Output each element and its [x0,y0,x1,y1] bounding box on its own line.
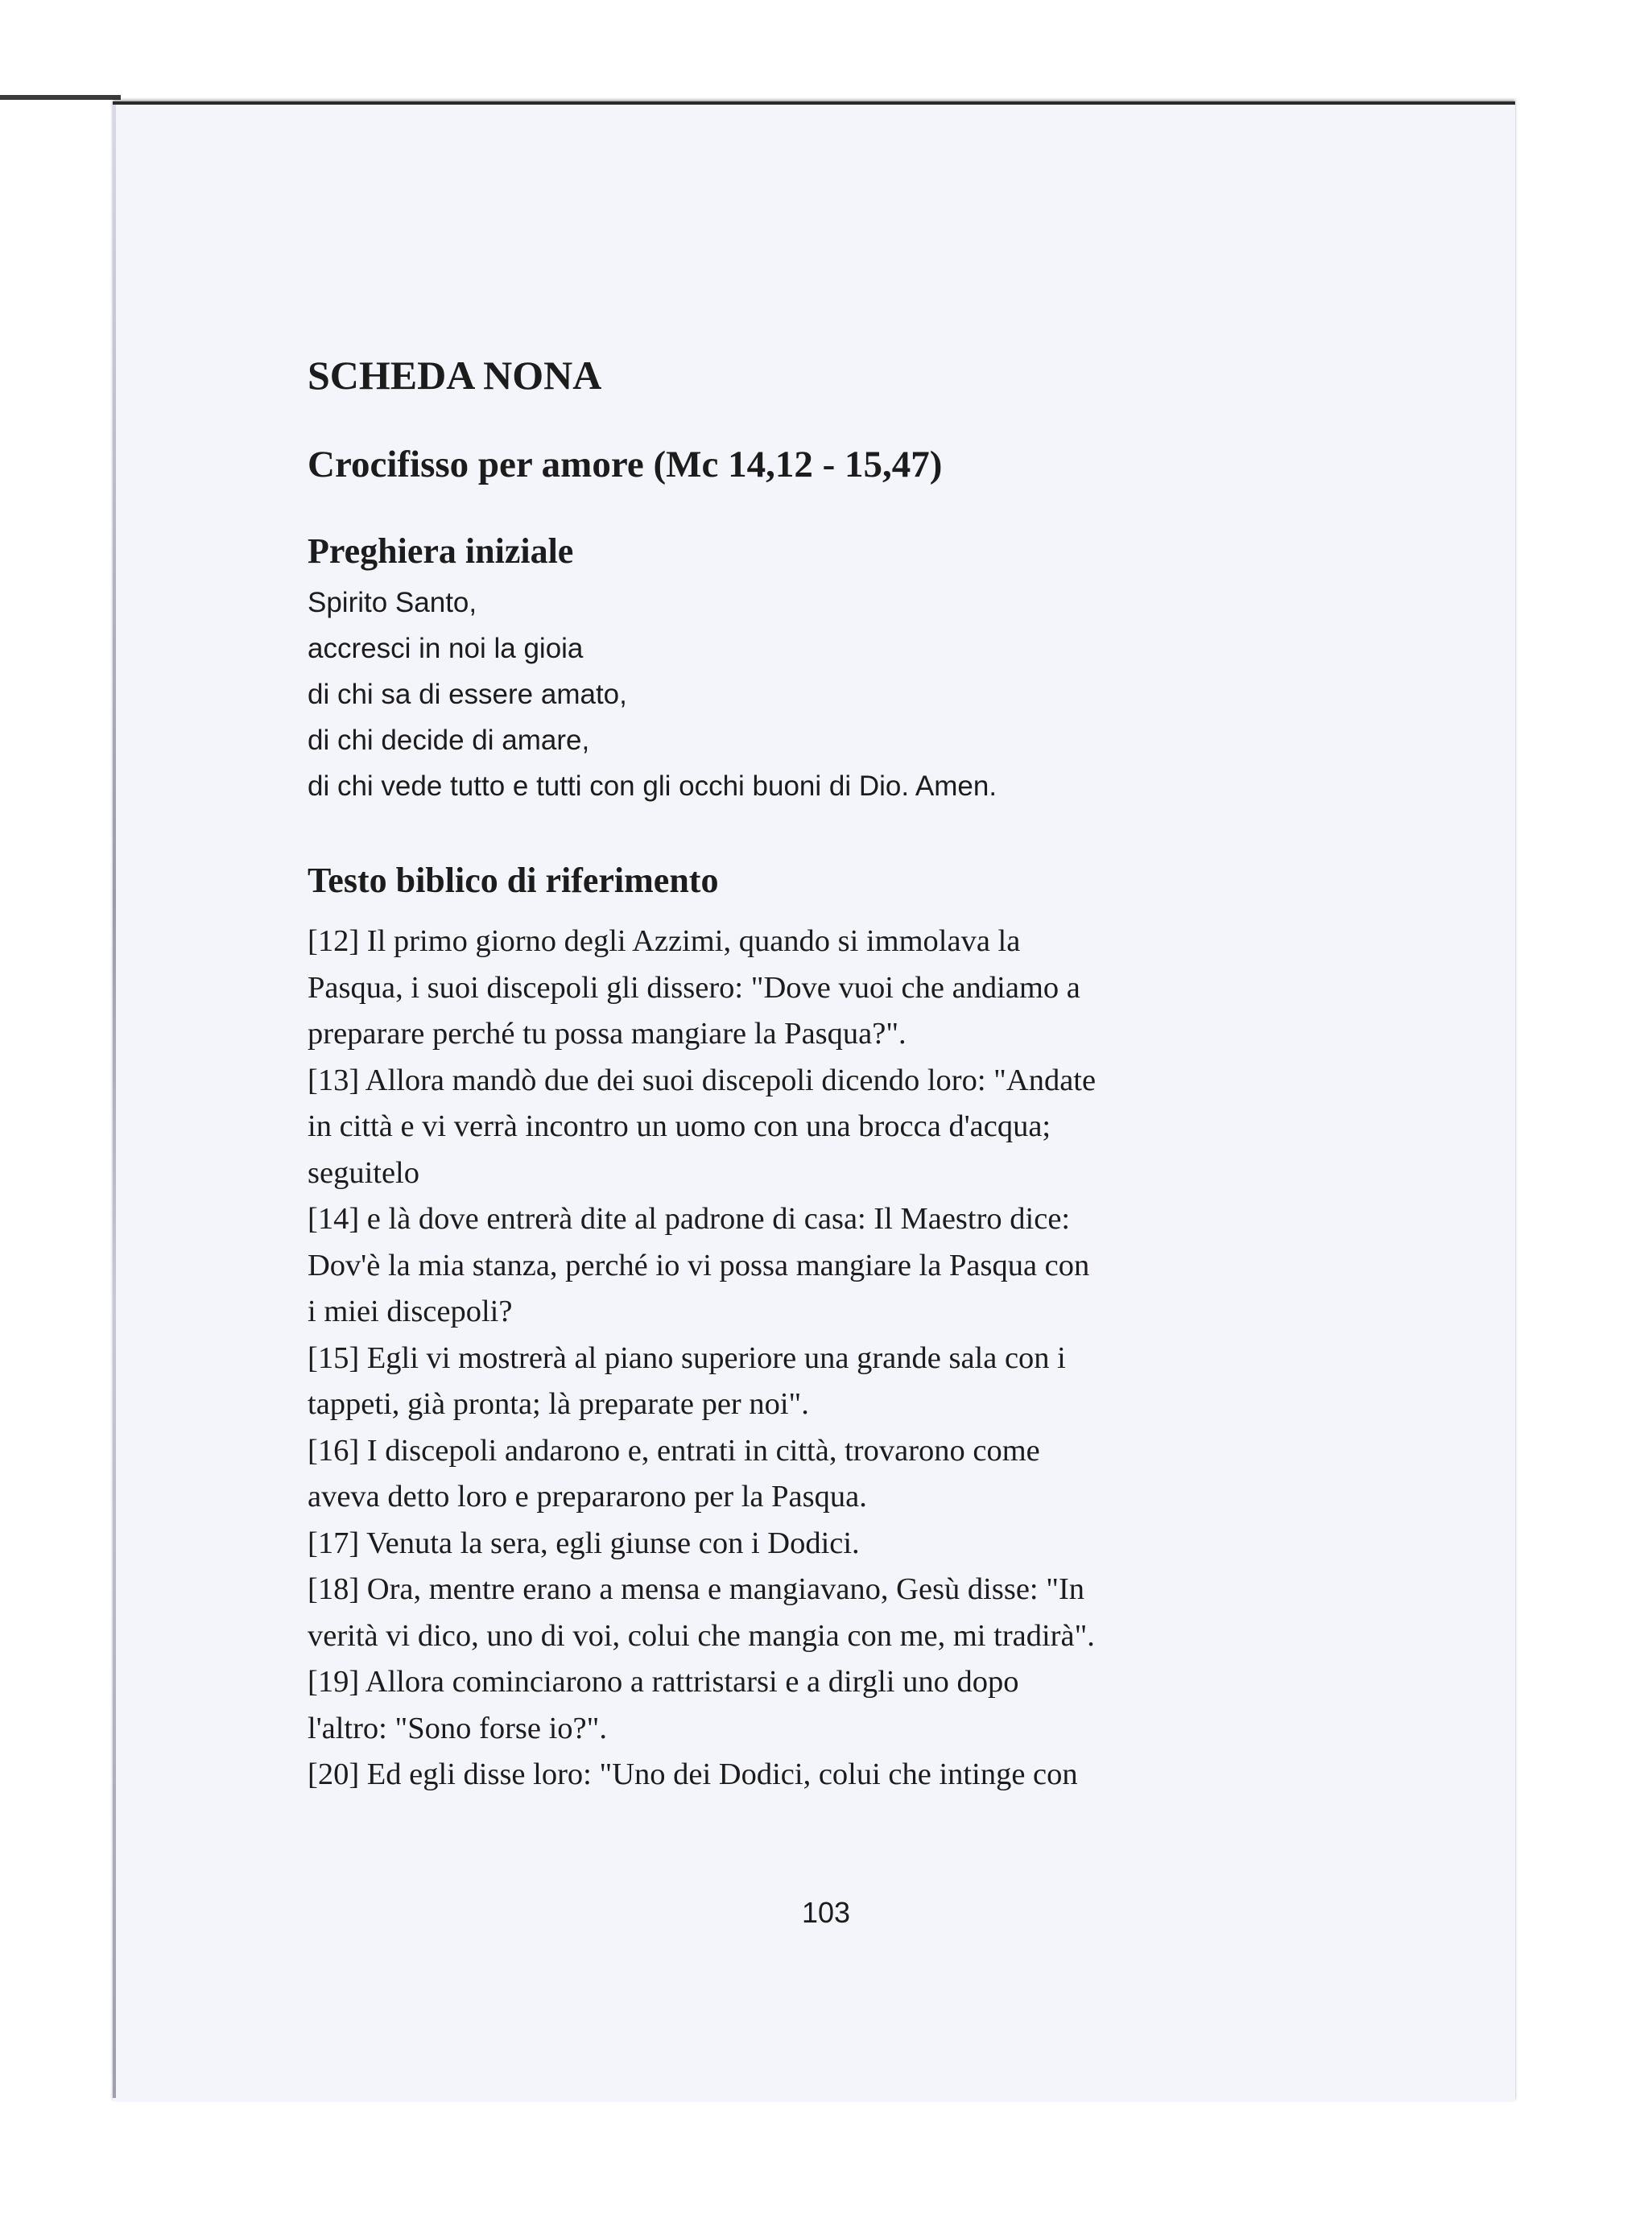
bible-line: [18] Ora, mentre erano a mensa e mangiavano, Gesù disse: "In [308,1572,1085,1606]
bible-text [308,919,1354,1799]
bible-line: [15] Egli vi mostrerà al piano superiore una grande sala con i [308,1340,1066,1375]
bible-line: [20] Ed egli disse loro: "Uno dei Dodici, colui che intinge con [308,1757,1078,1791]
bible-line: [12] Il primo giorno degli Azzimi, quando si immolava la [308,924,1021,958]
bible-line: preparare perché tu possa mangiare la Pasqua?". [308,1017,907,1051]
bible-line: verità vi dico, uno di voi, colui che mangia con me, mi tradirà". [308,1618,1095,1653]
bible-line: [14] e là dove entrerà dite al padrone di casa: Il Maestro dice: [308,1202,1071,1236]
prayer-line: di chi sa di essere amato, [308,679,627,710]
bible-line: tappeti, già pronta; là preparate per noi". [308,1387,809,1421]
bible-line: seguitelo [308,1155,419,1190]
binding-edge [113,105,116,2098]
prayer-line: Spirito Santo, [308,587,477,618]
prayer-line: accresci in noi la gioia [308,633,584,664]
chapter-subtitle: Crocifisso per amore (Mc 14,12 - 15,47) [308,444,943,485]
bible-line: i miei discepoli? [308,1295,513,1328]
prayer-line: di chi vede tutto e tutti con gli occhi buoni di Dio. Amen. [308,770,997,802]
page-edge-shadow [0,95,121,100]
prayer-text [308,580,1354,809]
chapter-title: SCHEDA NONA [308,353,602,398]
bible-line: aveva detto loro e prepararono per la Pasqua. [308,1480,867,1514]
bible-line: Pasqua, i suoi discepoli gli dissero: "Dove vuoi che andiamo a [308,970,1080,1005]
bible-line: [17] Venuta la sera, egli giunse con i Dodici. [308,1526,860,1560]
bible-line: [19] Allora cominciarono a rattristarsi e a dirgli uno dopo [308,1665,1019,1699]
page-number: 103 [801,1896,851,1929]
prayer-heading: Preghiera iniziale [308,531,574,571]
bible-line: [13] Allora mandò due dei suoi discepoli dicendo loro: "Andate [308,1063,1097,1097]
prayer-line: di chi decide di amare, [308,725,590,756]
bible-heading: Testo biblico di riferimento [308,861,719,900]
bible-line: [16] I discepoli andarono e, entrati in città, trovarono come [308,1433,1040,1468]
bible-line: in città e vi verrà incontro un uomo con una brocca d'acqua; [308,1109,1051,1143]
page-content [308,346,1354,1799]
bible-line: l'altro: "Sono forse io?". [308,1711,607,1745]
bible-line: Dov'è la mia stanza, perché io vi possa mangiare la Pasqua con [308,1248,1090,1282]
